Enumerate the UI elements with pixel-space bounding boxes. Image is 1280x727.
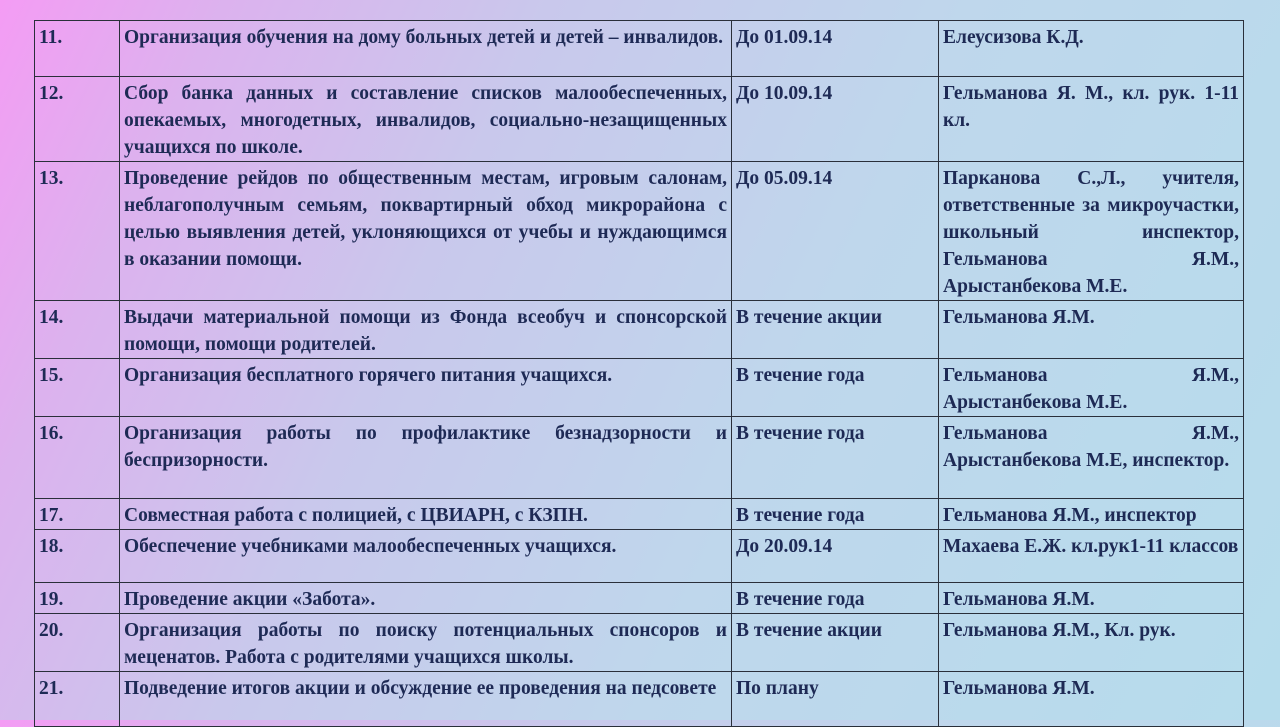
row-activity: Обеспечение учебниками малообеспеченных учащихся. — [120, 530, 732, 583]
table-row — [35, 359, 1244, 417]
table-row — [35, 672, 1244, 727]
row-number: 12. — [35, 77, 120, 162]
table-row — [35, 301, 1244, 359]
row-responsible: Гельманова Я.М. — [939, 672, 1244, 727]
row-activity: Организация бесплатного горячего питания учащихся. — [120, 359, 732, 417]
row-activity: Организация работы по профилактике безнадзорности и беспризорности. — [120, 417, 732, 499]
row-deadline: До 05.09.14 — [732, 162, 939, 301]
row-number: 20. — [35, 614, 120, 672]
row-number: 21. — [35, 672, 120, 727]
row-number: 19. — [35, 583, 120, 614]
table-row — [35, 583, 1244, 614]
row-number: 13. — [35, 162, 120, 301]
row-number: 17. — [35, 499, 120, 530]
row-deadline: В течение акции — [732, 301, 939, 359]
row-activity: Организация обучения на дому больных детей и детей – инвалидов. — [120, 21, 732, 77]
row-activity: Выдачи материальной помощи из Фонда всеобуч и спонсорской помощи, помощи родителей. — [120, 301, 732, 359]
row-deadline: В течение года — [732, 499, 939, 530]
row-activity: Подведение итогов акции и обсуждение ее проведения на педсовете — [120, 672, 732, 727]
row-responsible: Гельманова Я.М. — [939, 583, 1244, 614]
row-responsible: Махаева Е.Ж. кл.рук1-11 классов — [939, 530, 1244, 583]
row-number: 14. — [35, 301, 120, 359]
row-responsible: Гельманова Я.М., Арыстанбекова М.Е, инспектор. — [939, 417, 1244, 499]
row-activity: Проведение рейдов по общественным местам, игровым салонам, неблагополучным семьям, поквартирный обход микрорайона с целью выявления детей, уклоняющихся от учебы и нуждающимся в оказании помощи. — [120, 162, 732, 301]
row-deadline: В течение года — [732, 583, 939, 614]
table-row — [35, 417, 1244, 499]
row-responsible: Гельманова Я.М., Кл. рук. — [939, 614, 1244, 672]
row-activity: Совместная работа с полицией, с ЦВИАРН, с КЗПН. — [120, 499, 732, 530]
table-row — [35, 162, 1244, 301]
table-row — [35, 530, 1244, 583]
row-responsible: Парканова С.,Л., учителя, ответственные за микроучастки, школьный инспектор, Гельманова Я.М., Арыстанбекова М.Е. — [939, 162, 1244, 301]
table-row — [35, 21, 1244, 77]
row-responsible: Гельманова Я.М. — [939, 301, 1244, 359]
row-deadline: До 10.09.14 — [732, 77, 939, 162]
row-deadline: В течение года — [732, 417, 939, 499]
row-number: 11. — [35, 21, 120, 77]
action-plan-table — [34, 20, 1244, 727]
row-deadline: В течение акции — [732, 614, 939, 672]
row-number: 16. — [35, 417, 120, 499]
row-deadline: В течение года — [732, 359, 939, 417]
row-activity: Сбор банка данных и составление списков малообеспеченных, опекаемых, многодетных, инвалидов, социально-незащищенных учащихся по школе. — [120, 77, 732, 162]
row-responsible: Елеусизова К.Д. — [939, 21, 1244, 77]
row-deadline: До 20.09.14 — [732, 530, 939, 583]
table-row — [35, 499, 1244, 530]
row-number: 18. — [35, 530, 120, 583]
row-responsible: Гельманова Я.М., инспектор — [939, 499, 1244, 530]
table-row — [35, 77, 1244, 162]
row-number: 15. — [35, 359, 120, 417]
table-row — [35, 614, 1244, 672]
row-deadline: До 01.09.14 — [732, 21, 939, 77]
row-deadline: По плану — [732, 672, 939, 727]
row-activity: Проведение акции «Забота». — [120, 583, 732, 614]
row-activity: Организация работы по поиску потенциальных спонсоров и меценатов. Работа с родителями учащихся школы. — [120, 614, 732, 672]
row-responsible: Гельманова Я.М., Арыстанбекова М.Е. — [939, 359, 1244, 417]
row-responsible: Гельманова Я. М., кл. рук. 1-11 кл. — [939, 77, 1244, 162]
